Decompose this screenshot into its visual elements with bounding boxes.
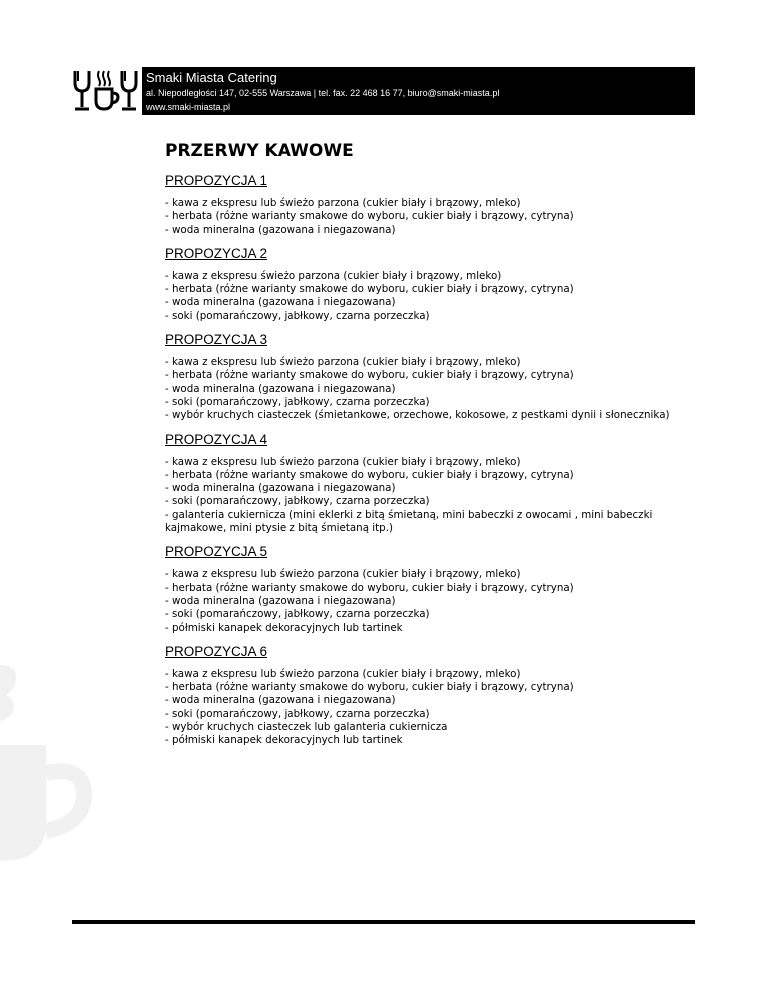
menu-item: - soki (pomarańczowy, jabłkowy, czarna porzeczka) [165,707,430,720]
contact-line: al. Niepodległości 147, 02-555 Warszawa | tel. fax. 22 468 16 77, biuro@smaki-miasta.pl [146,88,500,98]
menu-item: - kawa z ekspresu lub świeżo parzona (cukier biały i brązowy, mleko) [165,568,521,581]
menu-item: - soki (pomarańczowy, jabłkowy, czarna porzeczka) [165,495,430,508]
menu-item: - półmiski kanapek dekoracyjnych lub tartinek [165,734,403,747]
section-title: PROPOZYCJA 2 [165,245,268,261]
menu-item: - kawa z ekspresu lub świeżo parzona (cukier biały i brązowy, mleko) [165,197,521,209]
menu-item: - soki (pomarańczowy, jabłkowy, czarna porzeczka) [165,395,430,408]
menu-item: - herbata (różne warianty smakowe do wyboru, cukier biały i brązowy, cytryna) [165,681,574,694]
section-title: PROPOZYCJA 6 [165,643,268,659]
offer-section [165,332,705,422]
menu-item: - woda mineralna (gazowana i niegazowana) [165,223,396,236]
menu-item: - herbata (różne warianty smakowe do wyboru, cukier biały i brązowy, cytryna) [165,283,574,296]
offer-section [165,544,705,634]
menu-item: - wybór kruchych ciasteczek (śmietankowe, orzechowe, kokosowe, z pestkami dynii i słonecznika) [165,409,670,422]
menu-item: - kawa z ekspresu lub świeżo parzona (cukier biały i brązowy, mleko) [165,356,521,369]
document-body [165,140,705,757]
offer-section [165,246,705,323]
menu-item: - półmiski kanapek dekoracyjnych lub tartinek [165,621,403,634]
menu-item: - soki (pomarańczowy, jabłkowy, czarna porzeczka) [165,309,430,322]
section-title: PROPOZYCJA 5 [165,544,268,560]
menu-item: - woda mineralna (gazowana i niegazowana) [165,594,396,607]
menu-item: - woda mineralna (gazowana i niegazowana) [165,694,396,707]
tableware-icon [72,67,140,115]
offer-section [165,173,705,237]
section-title: PROPOZYCJA 3 [165,332,268,348]
menu-item: - woda mineralna (gazowana i niegazowana) [165,296,396,309]
offer-sections [165,173,705,748]
menu-item: - kawa z ekspresu świeżo parzona (cukier biały i brązowy, mleko) [165,269,502,282]
offer-section [165,432,705,536]
menu-item: - kawa z ekspresu lub świeżo parzona (cukier biały i brązowy, mleko) [165,667,521,680]
page-title: PRZERWY KAWOWE [165,141,354,161]
offer-section [165,644,705,748]
menu-item: - galanteria cukiernicza (mini eklerki z bitą śmietaną, mini babeczki z owocami , mini babeczki [165,508,653,521]
footer-divider [72,920,695,924]
menu-item: - kawa z ekspresu lub świeżo parzona (cukier biały i brązowy, mleko) [165,455,521,468]
menu-item: - herbata (różne warianty smakowe do wyboru, cukier biały i brązowy, cytryna) [165,468,574,481]
website-link[interactable]: www.smaki-miasta.pl [146,102,231,112]
menu-item: - woda mineralna (gazowana i niegazowana) [165,382,396,395]
menu-item: kajmakowe, mini ptysie z bitą śmietaną itp.) [165,522,394,535]
header-bar [142,67,695,115]
menu-item: - herbata (różne warianty smakowe do wyboru, cukier biały i brązowy, cytryna) [165,210,574,223]
coffee-cup-icon [0,655,120,865]
menu-item: - herbata (różne warianty smakowe do wyboru, cukier biały i brązowy, cytryna) [165,581,574,594]
section-title: PROPOZYCJA 4 [165,431,268,447]
menu-item: - woda mineralna (gazowana i niegazowana) [165,482,396,495]
company-name: Smaki Miasta Catering [146,70,277,85]
menu-item: - wybór kruchych ciasteczek lub galanteria cukiernicza [165,721,448,734]
menu-item: - soki (pomarańczowy, jabłkowy, czarna porzeczka) [165,608,430,621]
menu-item: - herbata (różne warianty smakowe do wyboru, cukier biały i brązowy, cytryna) [165,369,574,382]
section-title: PROPOZYCJA 1 [165,173,268,188]
